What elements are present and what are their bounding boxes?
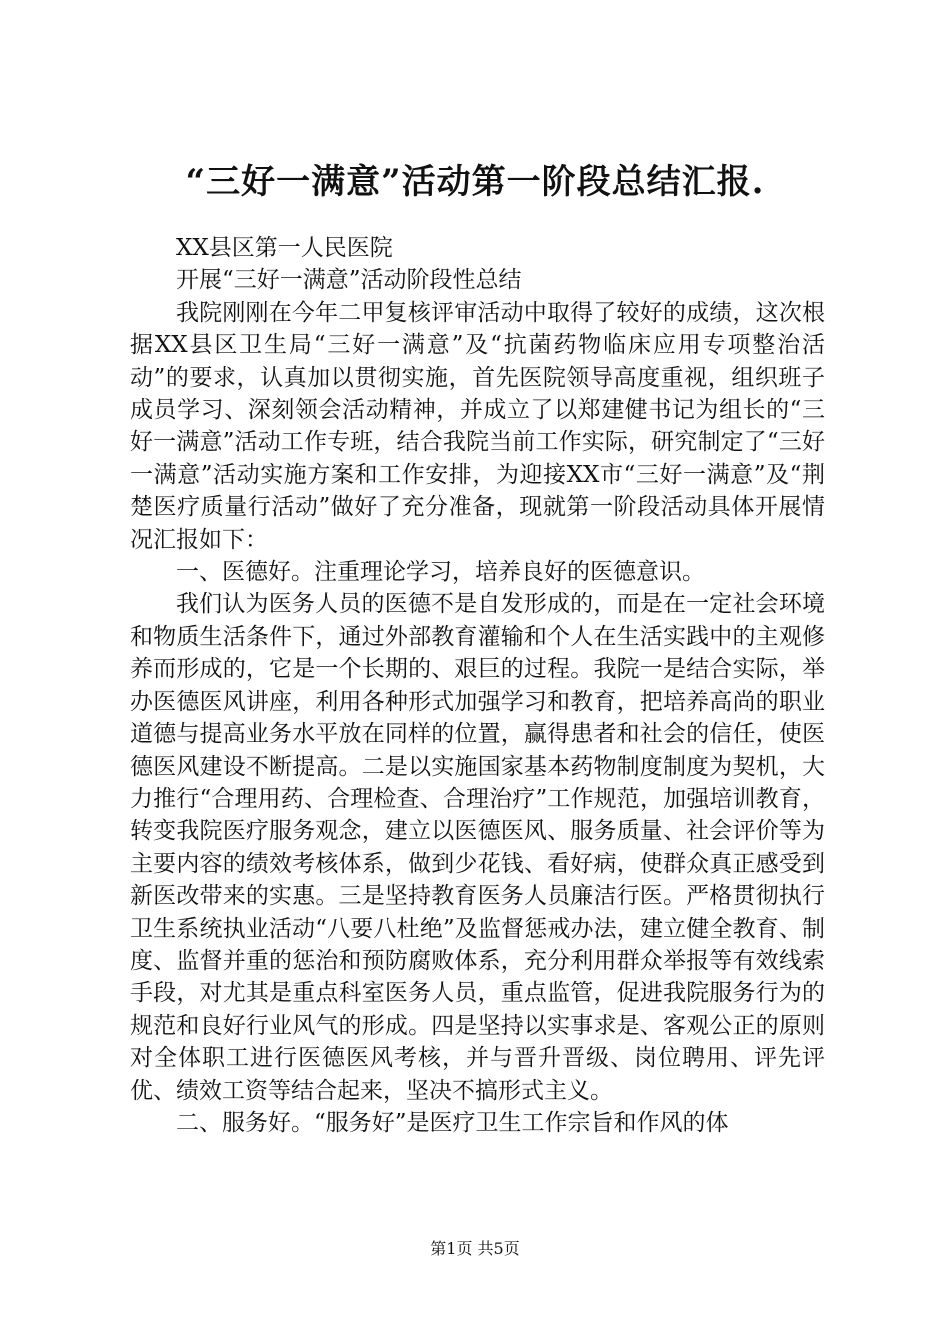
intro-paragraph: 我院刚刚在今年二甲复核评审活动中取得了较好的成绩，这次根据XX县区卫生局“三好一满意”及“抗菌药物临床应用专项整治活动”的要求，认真加以贯彻实施，首先医院领导高度重视，组织班子成员学习、深刻领会活动精神，并成立了以郑建健书记为组长的“三好一满意”活动工作专班，结合我院当前工作实际，研究制定了“三好一满意”活动实施方案和工作安排，为迎接XX市“三好一满意”及“荆楚医疗质量行活动”做好了充分准备，现就第一阶段活动具体开展情况汇报如下：: [130, 299, 825, 553]
section-heading-ethics: 一、医德好。注重理论学习，培养良好的医德意识。: [176, 559, 705, 586]
ethics-paragraph: 我们认为医务人员的医德不是自发形成的，而是在一定社会环境和物质生活条件下，通过外部教育灌输和个人在生活实践中的主观修养而形成的，它是一个长期的、艰巨的过程。我院一是结合实际，举办医德医风讲座，利用各种形式加强学习和教育，把培养高尚的职业道德与提高业务水平放在同样的位置，赢得患者和社会的信任，使医德医风建设不断提高。二是以实施国家基本药物制度制度为契机，大力推行“合理用药、合理检查、合理治疗”工作规范，加强培训教育，转变我院医疗服务观念，建立以医德医风、服务质量、社会评价等为主要内容的绩效考核体系，做到少花钱、看好病，使群众真正感受到新医改带来的实惠。三是坚持教育医务人员廉洁行医。严格贯彻执行卫生系统执业活动“八要八杜绝”及监督惩戒办法，建立健全教育、制度、监督并重的惩治和预防腐败体系，充分利用群众举报等有效线索手段，对尤其是重点科室医务人员，重点监管，促进我院服务行为的规范和良好行业风气的形成。四是坚持以实事求是、客观公正的原则对全体职工进行医德医风考核，并与晋升晋级、岗位聘用、评先评优、绩效工资等结合起来，坚决不搞形式主义。: [130, 591, 825, 1104]
page-footer: 第1页 共5页: [430, 1239, 520, 1258]
hospital-name-line: XX县区第一人民医院: [176, 235, 393, 261]
document-title: “三好一满意”活动第一阶段总结汇报.: [185, 162, 765, 202]
document-body: [130, 232, 825, 1139]
subtitle-line: 开展“三好一满意”活动阶段性总结: [176, 267, 522, 294]
section-heading-service: 二、服务好。“服务好”是医疗卫生工作宗旨和作风的体: [176, 1109, 729, 1136]
